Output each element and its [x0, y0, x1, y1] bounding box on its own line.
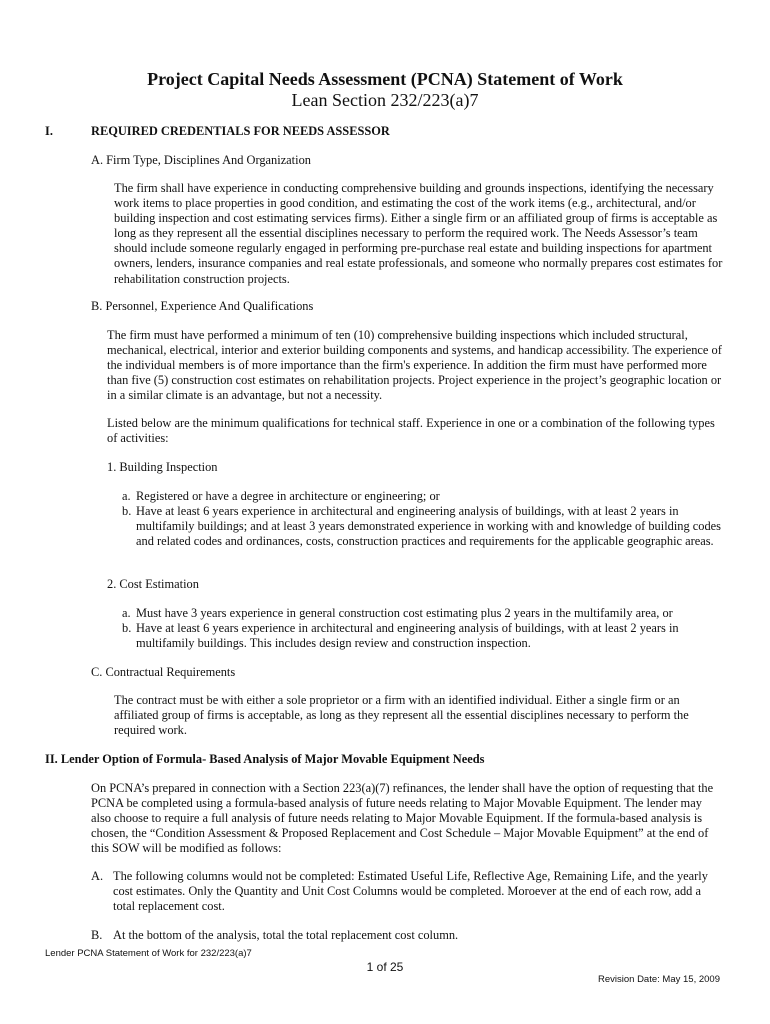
section-2-item-b — [91, 928, 717, 943]
item-1a-text: Registered or have a degree in architecture or engineering; or — [136, 489, 440, 503]
page-subtitle: Lean Section 232/223(a)7 — [291, 90, 479, 110]
item-2b-text: Have at least 6 years experience in architectural and engineering analysis of buildings, with at least 2 years in multifamily buildings. This includes design review and construction inspection. — [136, 621, 679, 650]
item-1b — [122, 504, 722, 549]
item-2-heading: 2. Cost Estimation — [107, 577, 199, 591]
subsection-c-heading: C. Contractual Requirements — [91, 665, 236, 679]
section-2-item-b-marker: B. — [91, 928, 103, 942]
item-1b-marker: b. — [122, 504, 132, 518]
item-1-heading: 1. Building Inspection — [107, 460, 218, 474]
item-1a — [122, 489, 722, 504]
item-2b — [122, 621, 722, 651]
subsection-c-text: The contract must be with either a sole proprietor or a firm with an identified individual. Either a single firm or an affiliated group of firms is acceptable, as long as they represent all the essential disciplines necessary to perform the required work. — [114, 693, 689, 738]
section-1-heading: REQUIRED CREDENTIALS FOR NEEDS ASSESSOR — [91, 124, 390, 138]
page-title: Project Capital Needs Assessment (PCNA) Statement of Work — [147, 69, 623, 89]
section-2-heading: II. Lender Option of Formula- Based Analysis of Major Movable Equipment Needs — [45, 752, 485, 766]
footer-document-title: Lender PCNA Statement of Work for 232/223(a)7 — [45, 948, 252, 959]
section-2-item-a-marker: A. — [91, 869, 104, 883]
section-2-item-a-text: The following columns would not be completed: Estimated Useful Life, Reflective Age, Remaining Life, and the yearly cost estimates. Only the Quantity and Unit Cost Columns would be completed. Moroever at the end of each row, add a total replacement cost. — [113, 869, 708, 913]
item-2a-marker: a. — [122, 606, 131, 620]
section-1-numeral: I. — [45, 124, 53, 138]
section-2-item-a — [91, 869, 717, 914]
subsection-a-heading: A. Firm Type, Disciplines And Organization — [91, 153, 311, 167]
section-2-intro: On PCNA’s prepared in connection with a Section 223(a)(7) refinances, the lender shall have the option of requesting that the PCNA be completed using a formula-based analysis of future needs relating to Major Movable Equipment. The lender may also choose to require a full analysis of future needs relating to Major Movable Equipment. If the formula-based analysis is chosen, the “Condition Assessment & Proposed Replacement and Cost Schedule – Major Movable Equipment” at the end of this SOW will be modified as follows: — [91, 781, 714, 856]
subsection-b-heading: B. Personnel, Experience And Qualifications — [91, 299, 314, 313]
subsection-b-paragraph-2: Listed below are the minimum qualifications for technical staff. Experience in one or a combination of the following types of activities: — [107, 416, 715, 446]
item-2b-marker: b. — [122, 621, 132, 635]
item-1a-marker: a. — [122, 489, 131, 503]
subsection-b-paragraph-1: The firm must have performed a minimum of ten (10) comprehensive building inspections which included structural, mechanical, electrical, interior and exterior building components and systems, and handicap accessibility. The experience of the individual members is of more importance than the firm's experience. In addition the firm must have performed more than five (5) construction cost estimates on rehabilitation projects. Project experience in the project’s geographic location or in a similar climate is an advantage, but not a necessity. — [107, 328, 722, 403]
item-1b-text: Have at least 6 years experience in architectural and engineering analysis of buildings, with at least 2 years in multifamily buildings; and at least 3 years demonstrated experience in working with and knowledge of building codes and related codes and ordinances, costs, construction practices and requirements for the applicable geographic areas. — [136, 504, 721, 548]
item-2a — [122, 606, 722, 621]
subsection-a-text: The firm shall have experience in conducting comprehensive building and grounds inspections, identifying the necessary work items to place properties in good condition, and estimating the cost of the work items (e.g., architectural, and/or building inspection and cost estimating services firms). Either a single firm or an affiliated group of firms is acceptable as long as they represent all the essential disciplines necessary to perform the required work. The Needs Assessor’s team should include someone regularly engaged in performing pre-purchase real estate and building inspections for apartment owners, lenders, insurance companies and real estate professionals, and someone who normally prepares cost estimates for rehabilitation construction projects. — [114, 181, 723, 286]
footer-page-number: 1 of 25 — [366, 960, 404, 974]
section-2-item-b-text: At the bottom of the analysis, total the total replacement cost column. — [113, 928, 459, 942]
item-2a-text: Must have 3 years experience in general construction cost estimating plus 2 years in the multifamily area, or — [136, 606, 673, 620]
footer-revision-date: Revision Date: May 15, 2009 — [598, 974, 720, 985]
